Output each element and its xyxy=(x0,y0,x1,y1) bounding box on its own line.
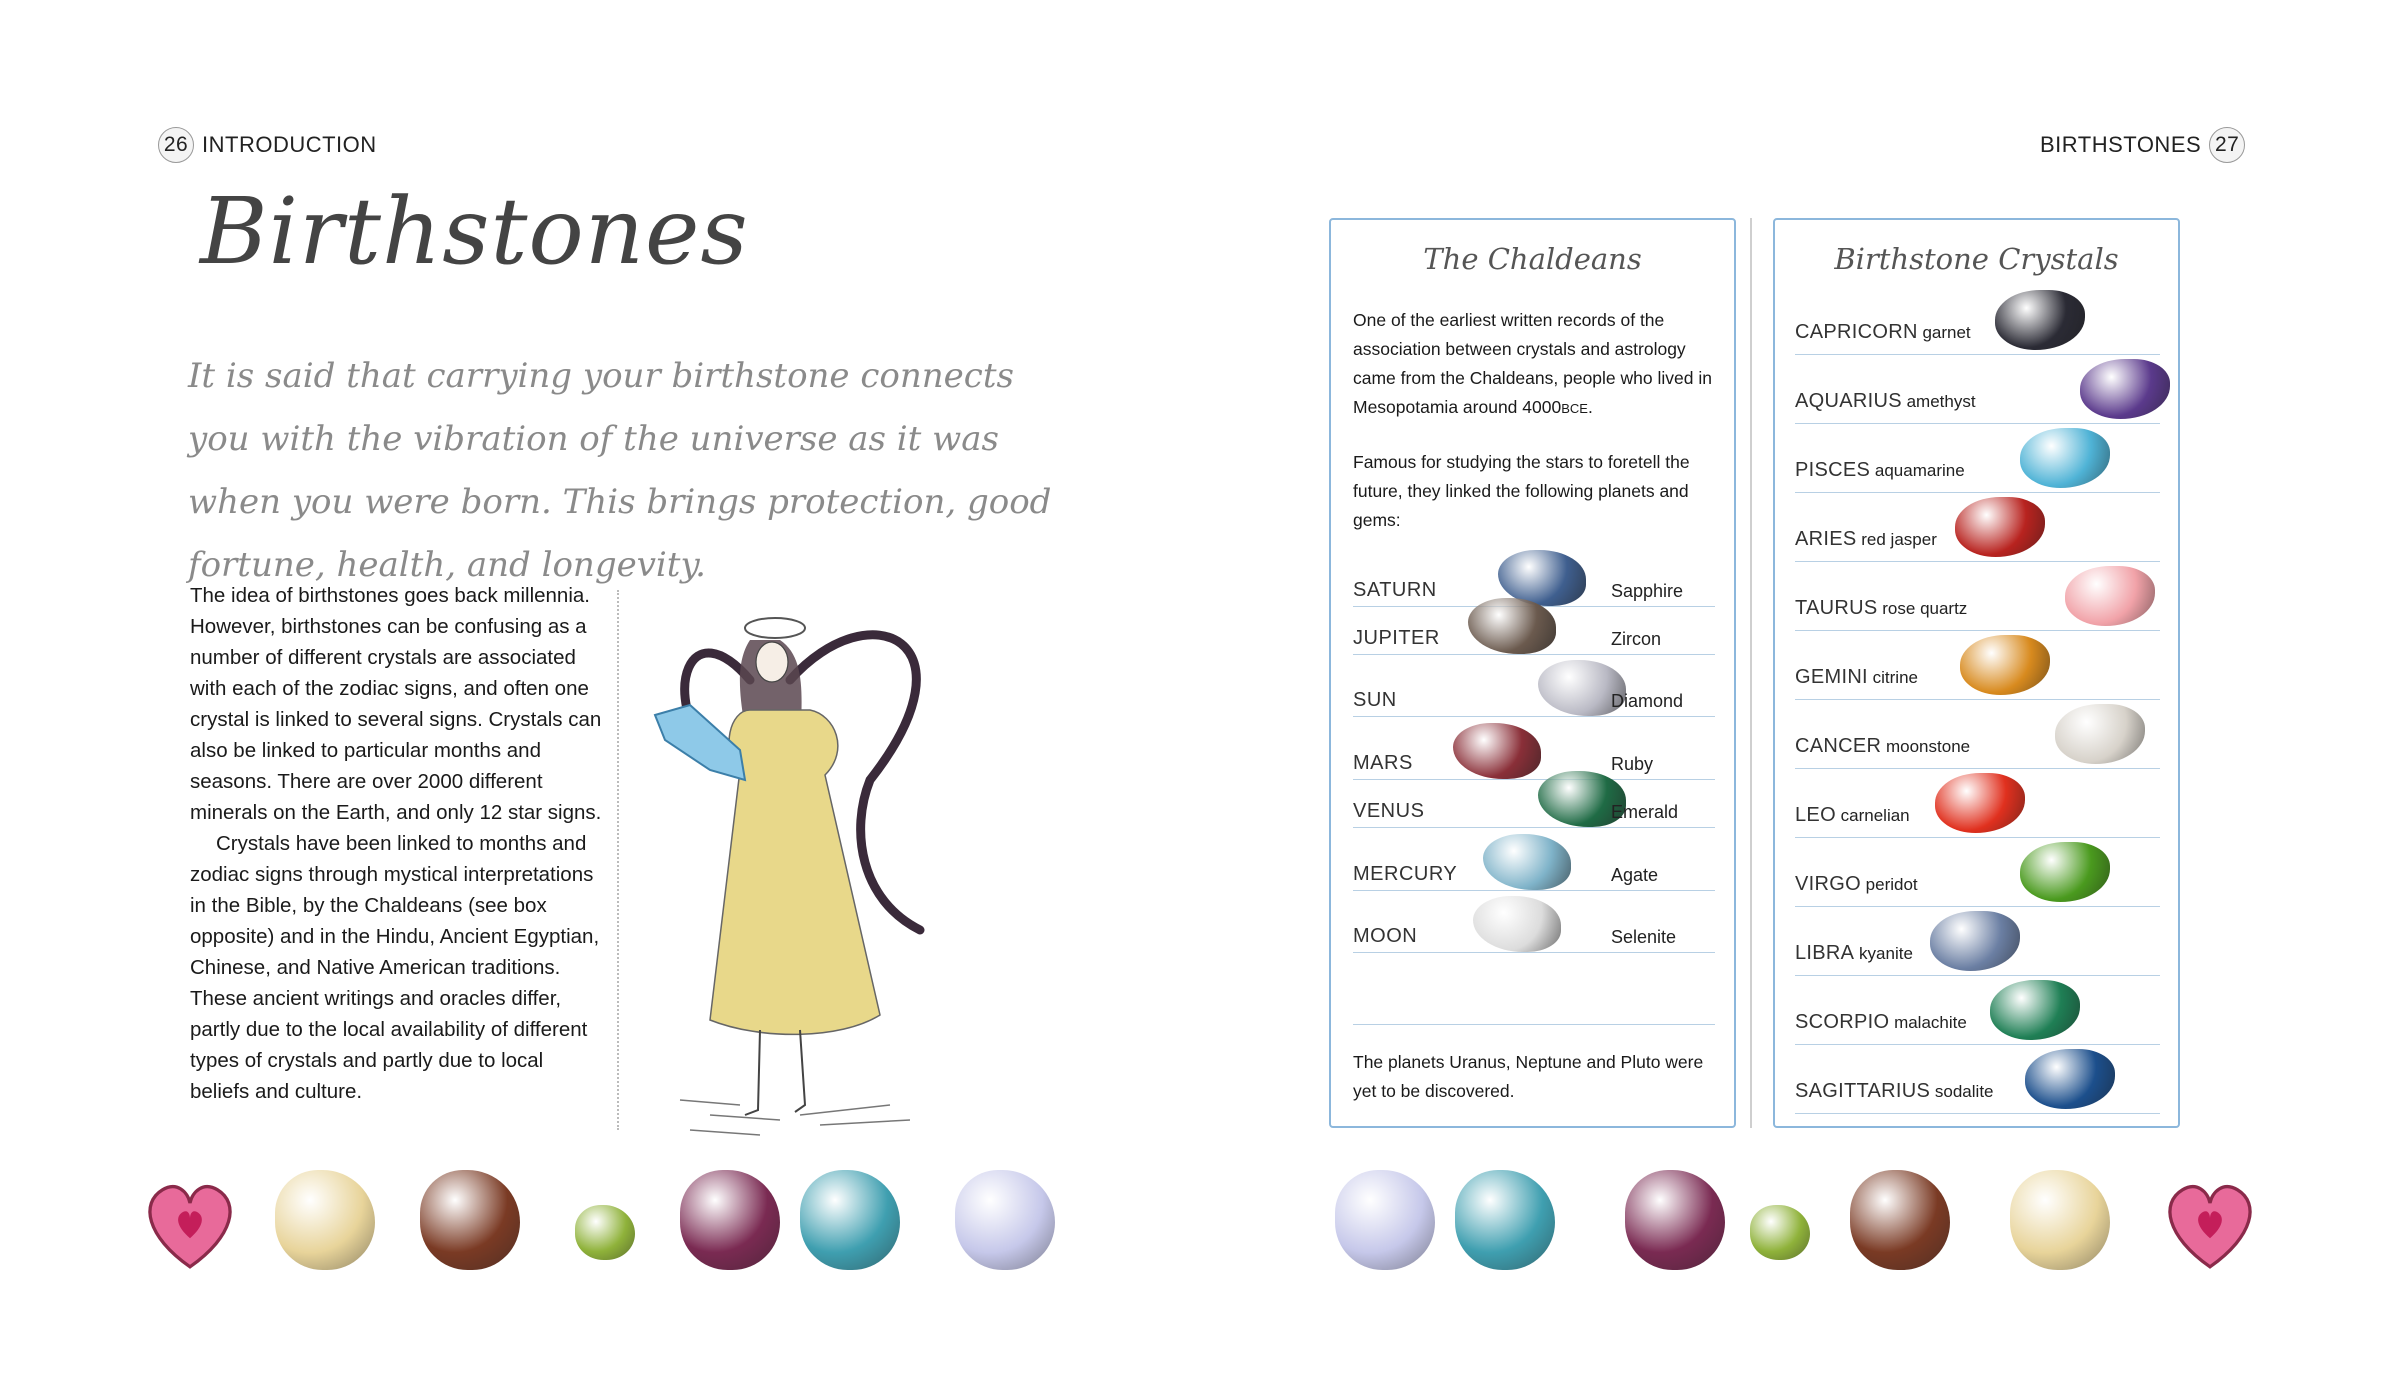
zodiac-sign: CAPRICORN xyxy=(1795,321,1918,343)
birthstone-label xyxy=(1795,597,1967,620)
planet-row xyxy=(1353,793,1715,828)
border-gem xyxy=(420,1170,520,1270)
birthstone-row xyxy=(1795,493,2160,562)
chaldeans-box xyxy=(1329,218,1736,1128)
chaldeans-paragraph-1-text: One of the earliest written records of the association between crystals and astrology came from the Chaldeans, people who lived in Mesopotamia around 4000 xyxy=(1353,310,1712,417)
crystal-name: kyanite xyxy=(1854,944,1913,963)
crystal-name: red jasper xyxy=(1856,530,1937,549)
crystal-name: garnet xyxy=(1917,323,1971,342)
chaldeans-paragraph-1 xyxy=(1353,306,1713,423)
era-label: BCE xyxy=(1561,401,1588,416)
birthstone-label xyxy=(1795,321,1971,344)
gem-image xyxy=(1473,896,1561,952)
planet-gem-name: Ruby xyxy=(1611,754,1654,774)
right-page-header xyxy=(2040,127,2245,163)
crystal-name: moonstone xyxy=(1881,737,1971,756)
planet-gem-name: Agate xyxy=(1611,865,1659,885)
planet-gem-name: Selenite xyxy=(1611,927,1677,947)
border-gem xyxy=(800,1170,900,1270)
birthstone-row xyxy=(1795,562,2160,631)
planet-name: MOON xyxy=(1353,925,1418,947)
body-text xyxy=(190,580,605,1107)
birthstone-label xyxy=(1795,1011,1967,1034)
birthstone-title: Birthstone Crystals xyxy=(1834,242,2119,276)
planet-name: MARS xyxy=(1353,752,1413,774)
crystal-name: rose quartz xyxy=(1877,599,1968,618)
gem-image xyxy=(1468,598,1556,654)
birthstone-label xyxy=(1795,459,1965,482)
page-number: 27 xyxy=(2209,127,2245,163)
birthstone-crystals-box xyxy=(1773,218,2180,1128)
birthstone-label xyxy=(1795,873,1918,896)
intro-quote: It is said that carrying your birthstone connects you with the vibration of the universe as it was when you were born. This brings protection, good fortune, health, and longevity. xyxy=(188,356,1052,585)
footer-rule xyxy=(1353,1024,1715,1025)
chaldeans-title: The Chaldeans xyxy=(1423,242,1642,276)
border-gem xyxy=(1625,1170,1725,1270)
zodiac-sign: ARIES xyxy=(1795,528,1857,550)
birthstone-label xyxy=(1795,528,1937,551)
chaldeans-paragraph-2: Famous for studying the stars to foretell the future, they linked the following planets and gems: xyxy=(1353,452,1690,530)
body-paragraph-2: Crystals have been linked to months and zodiac signs through mystical interpretations in the Bible, by the Chaldeans (see box opposite) and in the Hindu, Ancient Egyptian, Chinese, and Native American traditions. These ancient writings and oracles differ, partly due to the local availability of different types of crystals and partly due to local beliefs and culture. xyxy=(190,832,600,1103)
page-title: Birthstones xyxy=(200,178,749,285)
body-paragraph-1: The idea of birthstones goes back millennia. However, birthstones can be confusing as a number of different crystals are associated with each of the zodiac signs, and often one crystal is linked to several signs. Crystals can also be linked to particular months and seasons. There are over 2000 different minerals on the Earth, and only 12 star signs. xyxy=(190,584,602,824)
column-divider xyxy=(617,590,619,1130)
birthstone-label xyxy=(1795,735,1970,758)
crystal-name: amethyst xyxy=(1901,392,1976,411)
gem-image xyxy=(1453,723,1541,779)
birthstone-row xyxy=(1795,631,2160,700)
birthstone-label xyxy=(1795,390,1976,413)
birthstone-row xyxy=(1795,355,2160,424)
crystal-image xyxy=(2055,704,2145,764)
zodiac-sign: PISCES xyxy=(1795,459,1871,481)
chaldeans-footer: The planets Uranus, Neptune and Pluto were yet to be discovered. xyxy=(1353,1052,1704,1101)
zodiac-sign: AQUARIUS xyxy=(1795,390,1902,412)
chaldeans-paragraph-1-end: . xyxy=(1587,397,1593,417)
planet-gem-name: Emerald xyxy=(1611,802,1679,822)
birthstone-row xyxy=(1795,838,2160,907)
zodiac-sign: CANCER xyxy=(1795,735,1882,757)
birthstone-row xyxy=(1795,286,2160,355)
crystal-image xyxy=(2025,1049,2115,1109)
crystal-name: sodalite xyxy=(1930,1082,1994,1101)
section-label: BIRTHSTONES xyxy=(2040,132,2202,157)
crystal-image xyxy=(1955,497,2045,557)
crystal-image xyxy=(1990,980,2080,1040)
border-gem xyxy=(1850,1170,1950,1270)
border-gem xyxy=(1750,1205,1810,1260)
birthstone-label xyxy=(1795,942,1913,965)
crystal-name: malachite xyxy=(1889,1013,1967,1032)
birthstone-row xyxy=(1795,424,2160,493)
border-gem xyxy=(575,1205,635,1260)
zodiac-sign: LIBRA xyxy=(1795,942,1855,964)
planet-name: SUN xyxy=(1353,689,1397,711)
birthstone-row xyxy=(1795,976,2160,1045)
birthstone-row xyxy=(1795,1045,2160,1114)
birthstone-row xyxy=(1795,769,2160,838)
zodiac-sign: TAURUS xyxy=(1795,597,1878,619)
section-label: INTRODUCTION xyxy=(202,132,377,157)
zodiac-sign: LEO xyxy=(1795,804,1836,826)
crystal-image xyxy=(1960,635,2050,695)
gem-image xyxy=(1483,834,1571,890)
crystal-image xyxy=(2020,428,2110,488)
crystal-name: citrine xyxy=(1867,668,1918,687)
birthstone-row xyxy=(1795,700,2160,769)
planet-gem-name: Sapphire xyxy=(1611,581,1684,601)
planet-name: SATURN xyxy=(1353,579,1437,601)
angel-illustration xyxy=(650,600,950,1160)
birthstone-row xyxy=(1795,907,2160,976)
heart-icon xyxy=(2155,1170,2265,1280)
heart-icon xyxy=(135,1170,245,1280)
birthstone-label xyxy=(1795,1080,1994,1103)
planet-gem-name: Zircon xyxy=(1611,629,1662,649)
left-page-header xyxy=(158,127,377,163)
border-gem xyxy=(1455,1170,1555,1270)
planet-name: VENUS xyxy=(1353,800,1425,822)
planet-row xyxy=(1353,745,1715,780)
zodiac-sign: VIRGO xyxy=(1795,873,1861,895)
planet-row xyxy=(1353,682,1715,717)
border-gem xyxy=(680,1170,780,1270)
crystal-name: peridot xyxy=(1860,875,1918,894)
planet-row xyxy=(1353,856,1715,891)
crystal-name: carnelian xyxy=(1835,806,1910,825)
planet-row xyxy=(1353,918,1715,953)
border-gem xyxy=(275,1170,375,1270)
crystal-name: aquamarine xyxy=(1870,461,1965,480)
birthstone-label xyxy=(1795,804,1910,827)
crystal-image xyxy=(1935,773,2025,833)
zodiac-sign: SCORPIO xyxy=(1795,1011,1890,1033)
birthstone-label xyxy=(1795,666,1918,689)
crystal-image xyxy=(2065,566,2155,626)
planet-row xyxy=(1353,620,1715,655)
planet-name: MERCURY xyxy=(1353,863,1458,885)
border-gem xyxy=(955,1170,1055,1270)
planet-gem-name: Diamond xyxy=(1611,691,1684,711)
crystal-image xyxy=(2020,842,2110,902)
crystal-image xyxy=(1995,290,2085,350)
box-divider xyxy=(1750,218,1752,1128)
zodiac-sign: GEMINI xyxy=(1795,666,1868,688)
crystal-image xyxy=(2080,359,2170,419)
page-number: 26 xyxy=(158,127,194,163)
crystal-image xyxy=(1930,911,2020,971)
border-gem xyxy=(1335,1170,1435,1270)
zodiac-sign: SAGITTARIUS xyxy=(1795,1080,1931,1102)
planet-name: JUPITER xyxy=(1353,627,1440,649)
border-gem xyxy=(2010,1170,2110,1270)
